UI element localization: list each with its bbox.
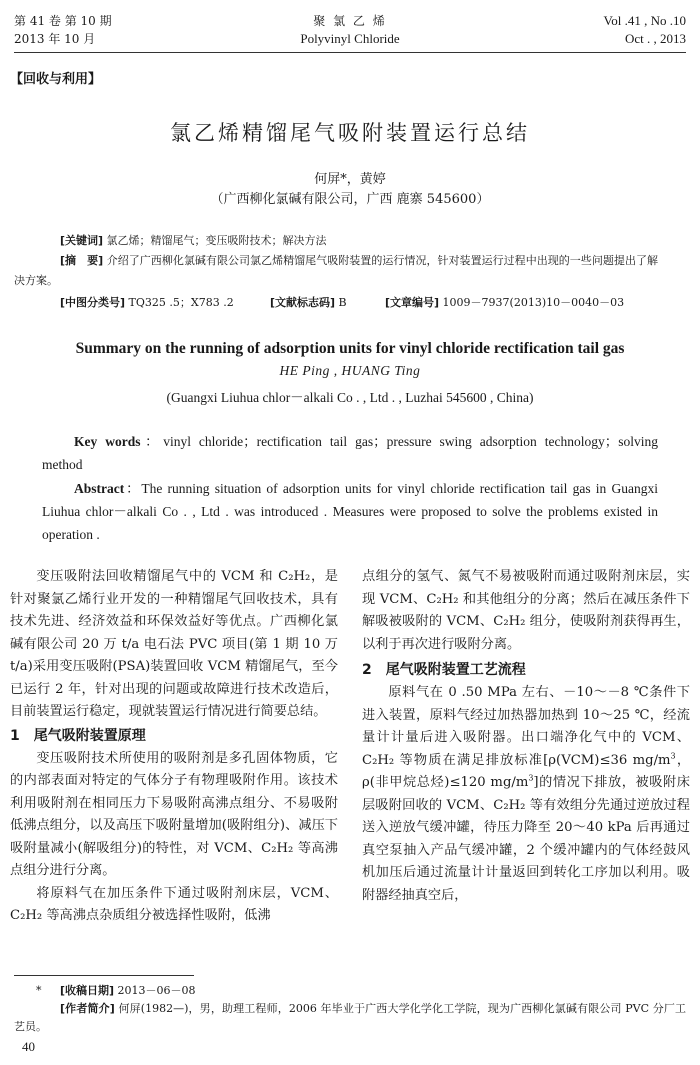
abstract-cn-text: 介绍了广西柳化氯碱有限公司氯乙烯精馏尾气吸附装置的运行情况，针对装置运行过程中出现的一些问题提出了解决方案。 bbox=[14, 254, 658, 287]
received-date bbox=[60, 982, 196, 1000]
section-heading-1: 1 尾气吸附装置原理 bbox=[10, 727, 146, 744]
header-volume-en: Vol .41 , No .10 bbox=[603, 13, 686, 28]
received-value: 2013－06－08 bbox=[114, 984, 196, 997]
clc-value: TQ325 .5；X783 .2 bbox=[125, 296, 234, 309]
keywords-en-text: ：vinyl chloride；rectification tail gas；pressure swing adsorption technology；solving method bbox=[42, 434, 658, 472]
abstract-en-text: ：The running situation of adsorption units for vinyl chloride rectification tail gas in Guangxi Liuhua chlor－alkali Co . , Ltd . was introduced . Measures were proposed to solve the problems existed in operation . bbox=[42, 481, 658, 542]
author-bio bbox=[14, 1000, 686, 1036]
doc-code-label: [文献标志码] bbox=[270, 296, 336, 309]
abstract-en bbox=[42, 477, 658, 546]
process-text-a: 原料气在 0 .50 MPa 左右、－10～－8 ℃条件下进入装置，原料气经过加热器加热到 10～25 ℃，经流量计计量后进入吸附器。出口端净化气中的 VCM、C₂H₂ 等物质在满足排放标准[ρ(VCM)≤36 mg/m bbox=[362, 685, 690, 768]
header-rule bbox=[14, 52, 686, 53]
title-en: Summary on the running of adsorption units for vinyl chloride rectification tail gas bbox=[75, 340, 625, 357]
title-cn: 氯乙烯精馏尾气吸附装置运行总结 bbox=[170, 121, 530, 145]
clc-label: [中图分类号] bbox=[60, 296, 126, 309]
keywords-cn-text: 氯乙烯；精馏尾气；变压吸附技术；解决方法 bbox=[103, 234, 327, 247]
body-paragraph: 将原料气在加压条件下通过吸附剂床层，VCM、C₂H₂ 等高沸点杂质组分被选择性吸附，低沸 bbox=[10, 885, 338, 923]
clc-number bbox=[60, 293, 234, 313]
keywords-en bbox=[42, 430, 658, 476]
section-tag: 【回收与利用】 bbox=[10, 72, 102, 87]
bio-value: 何屏(1982—)，男，助理工程师，2006 年毕业于广西大学化学化工学院，现为广西柳化氯碱有限公司 PVC 分厂工艺员。 bbox=[14, 1002, 686, 1033]
header-journal-en: Polyvinyl Chloride bbox=[300, 31, 400, 46]
abstract-cn-label: [摘 要] bbox=[60, 254, 104, 267]
superscript-3: 3 bbox=[528, 773, 534, 783]
authors-cn: 何屏*，黄婷 bbox=[314, 172, 386, 187]
body-left-column bbox=[10, 566, 338, 928]
received-label: [收稿日期] bbox=[60, 984, 115, 997]
superscript-3: 3 bbox=[670, 751, 676, 761]
header-volume-cn: 第 41 卷 第 10 期 bbox=[14, 14, 112, 28]
footnote-rule bbox=[14, 975, 194, 976]
article-number-value: 1009－7937(2013)10－0040－03 bbox=[439, 296, 625, 309]
article-number bbox=[385, 293, 624, 313]
authors-en: HE Ping , HUANG Ting bbox=[279, 363, 421, 378]
keywords-en-label: Key words bbox=[74, 434, 141, 449]
affiliation-en: (Guangxi Liuhua chlor－alkali Co . , Ltd . , Luzhai 545600 , China) bbox=[166, 390, 534, 405]
body-right-column bbox=[362, 566, 690, 907]
footnote-star: * bbox=[36, 984, 42, 997]
header-date-cn: 2013 年 10 月 bbox=[14, 32, 96, 46]
doc-code-value: B bbox=[335, 296, 347, 309]
keywords-cn bbox=[60, 231, 660, 251]
abstract-en-label: Abstract bbox=[74, 481, 125, 496]
section-heading-2: 2 尾气吸附装置工艺流程 bbox=[362, 662, 526, 678]
body-paragraph: 点组分的氢气、氮气不易被吸附而通过吸附剂床层，实现 VCM、C₂H₂ 和其他组分的分离；然后在减压条件下解吸被吸附的 VCM、C₂H₂ 组分，使吸附剂获得再生，以利于再次进行吸附分离。 bbox=[362, 569, 690, 652]
process-text-b: ，ρ(非甲烷总烃)≤120 mg/m bbox=[362, 752, 691, 790]
abstract-cn bbox=[14, 251, 658, 291]
header-journal-cn: 聚 氯 乙 烯 bbox=[313, 14, 387, 28]
body-paragraph: 变压吸附法回收精馏尾气中的 VCM 和 C₂H₂，是针对聚氯乙烯行业开发的一种精馏尾气回收技术，具有技术先进、经济效益和环保效益好等优点。广西柳化氯碱有限公司 20 万 t/a 电石法 PVC 项目(第 1 期 10 万 t/a)采用变压吸附(PSA)装置回收 VCM 精馏尾气，至今已运行 2 年，针对出现的问题或故障进行技术改造后，目前装置运行稳定，现就装置运行情况进行简要总结。 bbox=[10, 569, 338, 719]
process-text-c: ]的情况下排放，被吸附床层吸附回收的 VCM、C₂H₂ 等有效组分先通过逆放过程送入逆放气缓冲罐，待压力降至 20～40 kPa 后再通过真空泵抽入产品气缓冲罐，2 个缓冲罐内的气体经鼓风机加压后通过流量计计量返回到转化工序加以利用。吸附器经抽真空后， bbox=[362, 775, 690, 903]
keywords-cn-label: [关键词] bbox=[60, 234, 104, 247]
doc-code bbox=[270, 293, 347, 313]
page-number: 40 bbox=[22, 1039, 35, 1054]
affiliation-cn: （广西柳化氯碱有限公司，广西 鹿寨 545600） bbox=[210, 192, 490, 207]
body-paragraph: 变压吸附技术所使用的吸附剂是多孔固体物质，它的内部表面对特定的气体分子有物理吸附作用。该技术利用吸附剂在相同压力下易吸附高沸点组分、不易吸附低沸点组分，以及高压下吸附量增加(吸附组分)、减压下吸附量减小(解吸组分)的特性，对 VCM、C₂H₂ 等高沸点组分进行分离。 bbox=[10, 750, 338, 878]
bio-label: [作者简介] bbox=[60, 1002, 115, 1015]
body-paragraph bbox=[362, 682, 690, 907]
article-number-label: [文章编号] bbox=[385, 296, 440, 309]
header-date-en: Oct . , 2013 bbox=[624, 31, 686, 46]
